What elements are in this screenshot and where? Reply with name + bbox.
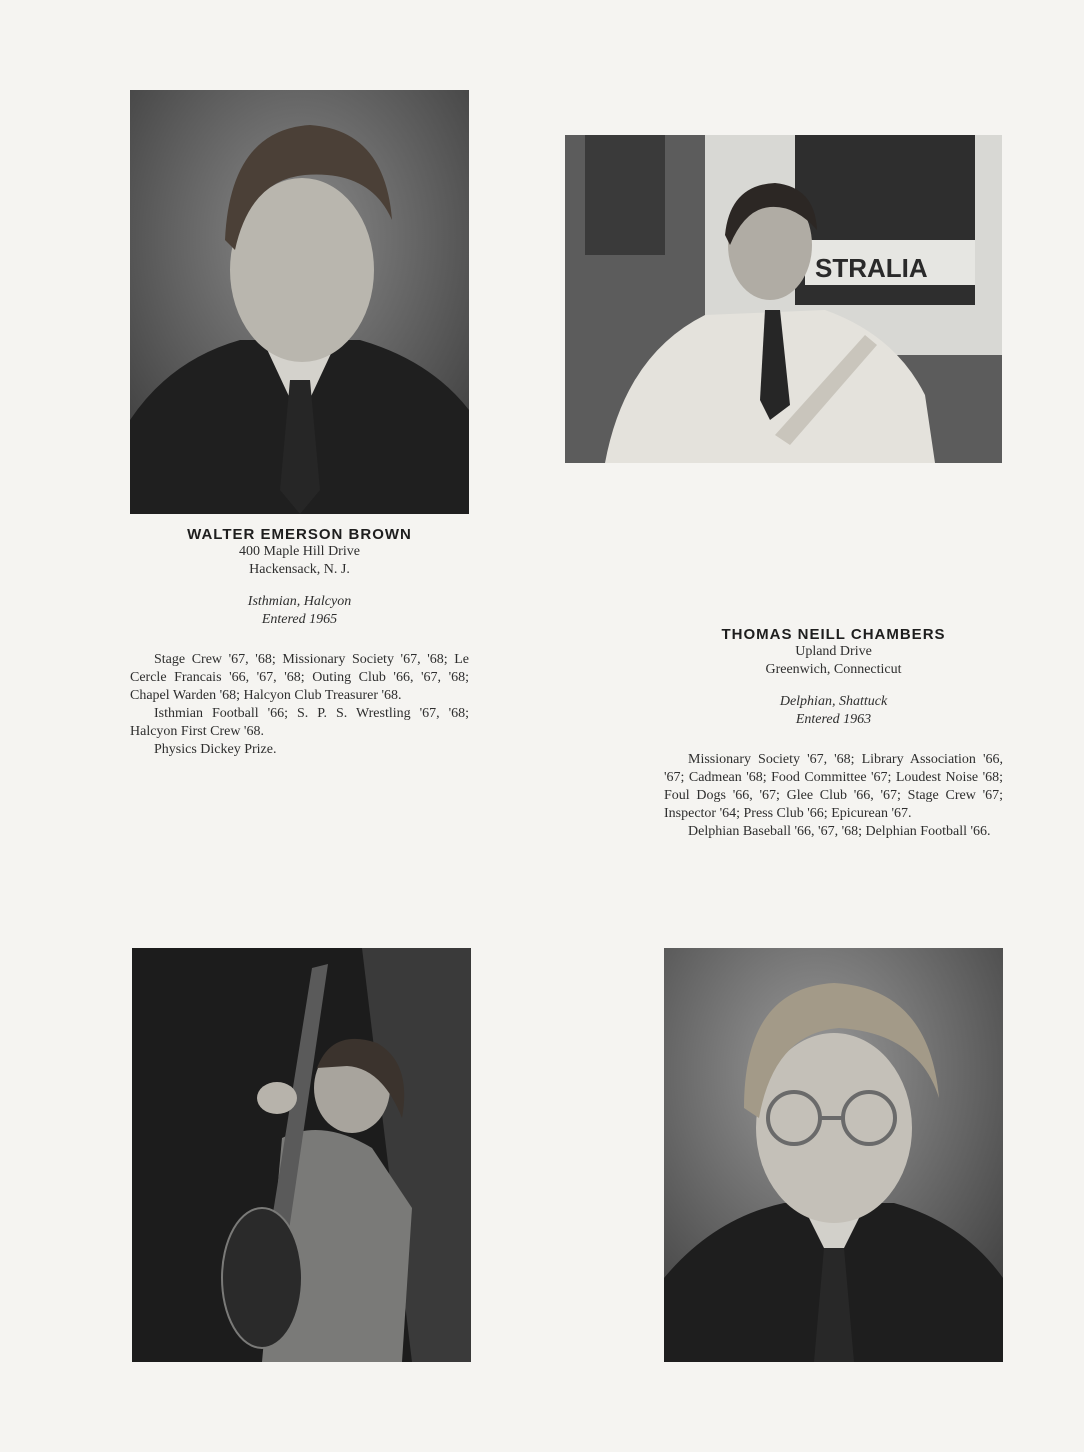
- portrait-walter-brown: [130, 90, 469, 514]
- poster-text: STRALIA: [815, 253, 928, 283]
- address-city: Hackensack, N. J.: [249, 562, 350, 577]
- address-city: Greenwich, Connecticut: [765, 662, 902, 677]
- activities-paragraph: Stage Crew '67, '68; Missionary Society '67, '68; Le Cercle Francais '66, '67, '68; Outing Club '66, '67, '68; Chapel Warden '68; Halcyon Club Treasurer '68.: [130, 652, 469, 703]
- student-name: THOMAS NEILL CHAMBERS: [721, 626, 946, 643]
- activities-list: [664, 751, 1003, 841]
- candid-photo-chambers-room: [565, 135, 1002, 463]
- portrait-thomas-chambers: [664, 948, 1003, 1362]
- activities-paragraph: Physics Dickey Prize.: [154, 742, 277, 757]
- activities-paragraph: Missionary Society '67, '68; Library Association '66, '67; Cadmean '68; Food Committee '67; Loudest Noise '68; Foul Dogs '66, '67; Glee Club '66, '67; Stage Crew '67; Inspector '64; Press Club '66; Epicurean '67.: [664, 752, 1003, 821]
- entered-year: Entered 1965: [261, 612, 338, 627]
- address-street: Upland Drive: [795, 644, 872, 659]
- address-street: 400 Maple Hill Drive: [239, 544, 360, 559]
- club-affiliation: Delphian, Shattuck: [779, 694, 888, 709]
- entered-year: Entered 1963: [795, 712, 872, 727]
- activities-paragraph: Isthmian Football '66; S. P. S. Wrestling '67, '68; Halcyon First Crew '68.: [130, 706, 469, 739]
- club-affiliation: Isthmian, Halcyon: [247, 594, 352, 609]
- activities-list: [130, 651, 469, 759]
- candid-photo-guitar-player: [132, 948, 471, 1362]
- student-entry-brown: [130, 526, 469, 759]
- activities-paragraph: Delphian Baseball '66, '67, '68; Delphian Football '66.: [688, 824, 991, 839]
- student-entry-chambers: [664, 626, 1003, 841]
- student-name: WALTER EMERSON BROWN: [187, 526, 412, 543]
